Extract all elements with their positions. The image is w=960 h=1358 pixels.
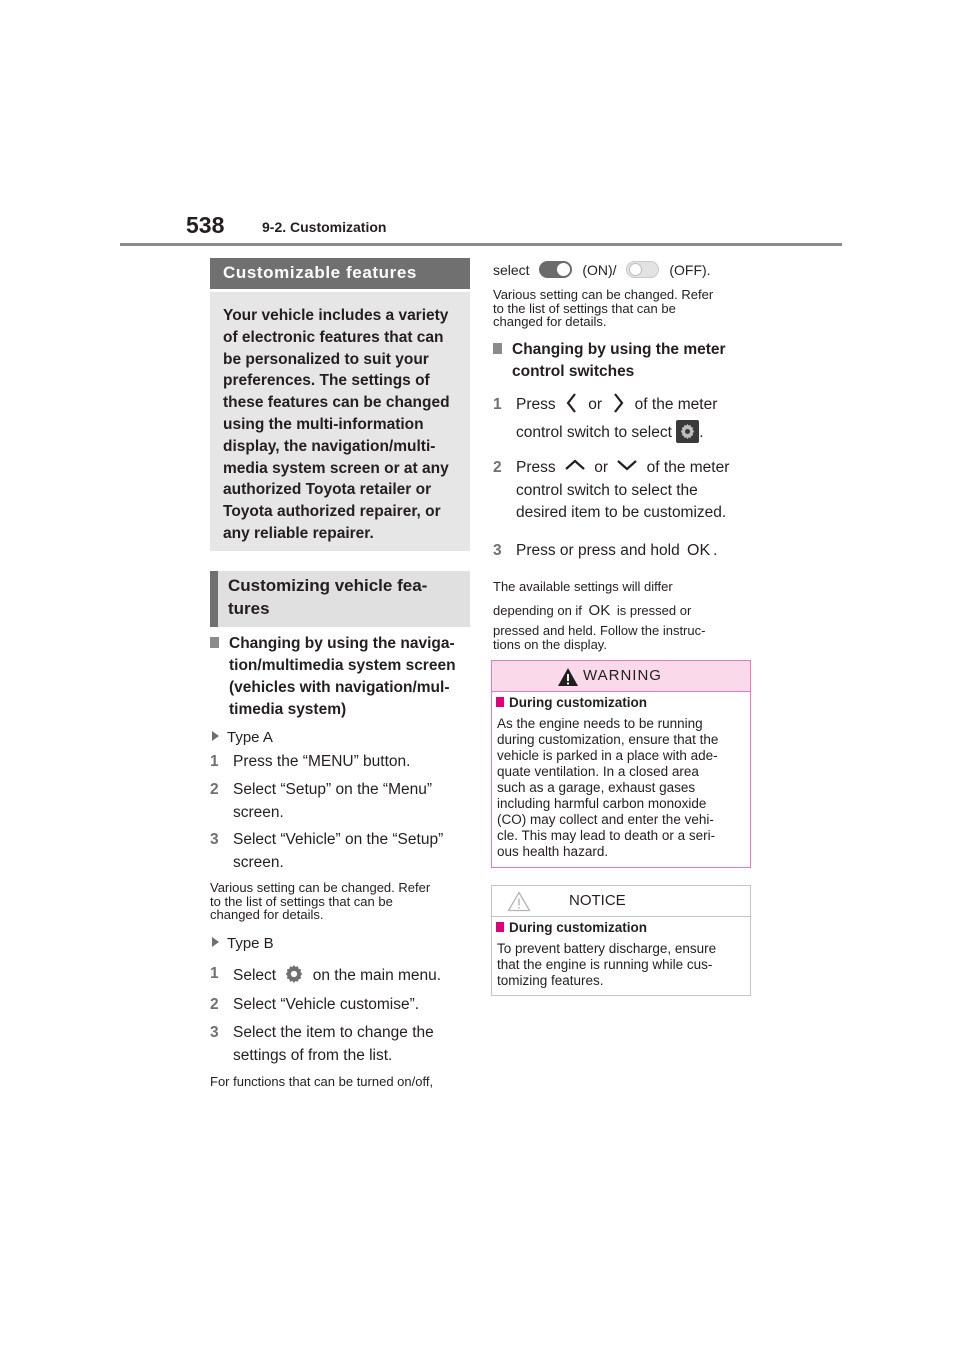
warning-header: WARNING [492,661,750,692]
type-a-step-2: 2 Select “Setup” on the “Menu” screen. [210,781,433,821]
subheading-navigation: Changing by using the naviga- tion/multimedia system screen (vehicles with navigation/mul- timedia system) [210,633,472,723]
toggle-line: select (ON)/ (OFF). [493,262,711,278]
toggle-off-icon [626,261,659,278]
chevron-left-icon [564,392,580,414]
type-a-step-3: 3 Select “Vehicle” on the “Setup” screen. [210,831,444,871]
section-title: 9-2. Customization [262,219,387,235]
ok-button-icon: OK [588,602,611,619]
warning-body: As the engine needs to be running during customization, ensure that the vehicle is parked in a place with ade- quate ventilation. In a closed area such as a garage, exhaust gases including harmful carbon monoxide (CO) may collect and enter the vehi- cle. This may lead to death or a seri- ous health hazard. [497,716,719,859]
square-bullet-icon [493,343,502,354]
warning-box [491,660,751,868]
settings-gear-icon [676,420,699,443]
chevron-right-icon [610,392,626,414]
ok-button-icon: OK [687,542,711,559]
square-bullet-icon [496,922,504,932]
right-note-1: Various setting can be changed. Refer to the list of settings that can be changed for details. [493,287,714,329]
type-b-step-1: 1 Select on the main menu. [210,965,442,984]
header-rule [120,243,842,246]
intro-box: Your vehicle includes a variety of electronic features that can be personalized to suit your preferences. The settings of these features can be changed using the multi-information display, the navigation/multi-media system screen or at any authorized Toyota retailer or Toyota authorized repairer, or any reliable repairer. [210,292,470,551]
notice-subtitle: During customization [496,920,647,935]
type-b-step-2: 2 Select “Vehicle customise”. [210,996,420,1013]
meter-step-3: 3 Press or press and hold OK . [493,540,755,564]
warning-triangle-icon [557,667,579,687]
triangle-bullet-icon [212,731,219,741]
type-a-note: Various setting can be changed. Refer to the list of settings that can be changed for details. [210,880,431,922]
subheading-meter: Changing by using the meter control switches [493,339,755,385]
chevron-up-icon [564,458,586,472]
type-a-label: Type A [212,729,273,746]
notice-body: To prevent battery discharge, ensure that the engine is running while cus- tomizing features. [497,941,717,988]
type-b-step-3: 3 Select the item to change the settings of from the list. [210,1024,434,1064]
notice-box [491,885,751,996]
meter-step-1: 1 Press or of the meter control switch to select . [493,391,755,449]
customizing-vehicle-features-heading: Customizing vehicle fea- tures [210,571,470,627]
right-note-2: The available settings will differ depending on if OK is pressed or [493,575,691,623]
chevron-down-icon [616,458,638,472]
meter-step-2: 2 Press or of the meter control switch to select the desired item to be customized. [493,459,730,521]
triangle-bullet-icon [212,937,219,947]
type-b-label: Type B [212,935,274,952]
square-bullet-icon [496,697,504,707]
customizable-features-heading: Customizable features [210,258,470,289]
type-a-step-1: 1 Press the “MENU” button. [210,753,411,770]
gear-icon [283,963,305,985]
notice-header: NOTICE [492,886,750,917]
notice-triangle-icon [507,891,531,912]
toggle-on-icon [539,261,572,278]
warning-subtitle: During customization [496,695,647,710]
type-b-note: For functions that can be turned on/off, [210,1074,434,1089]
page-number: 538 [186,212,225,238]
right-note-2-cont: pressed and held. Follow the instruc- tions on the display. [493,623,706,652]
square-bullet-icon [210,637,219,648]
